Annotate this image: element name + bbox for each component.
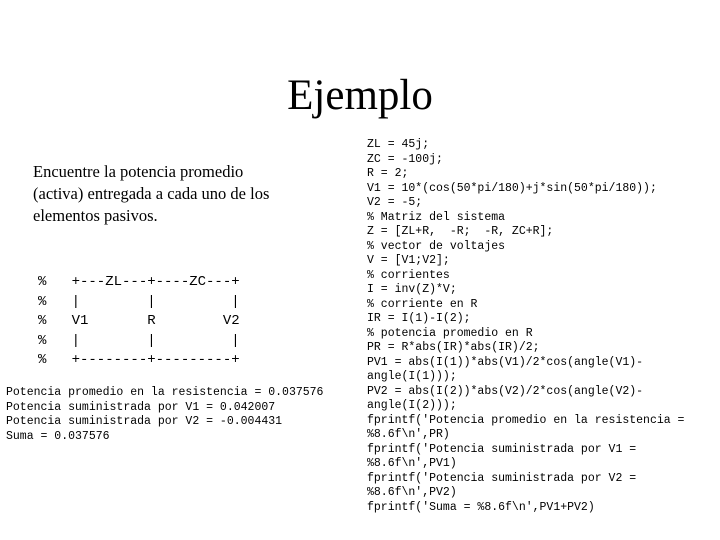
problem-line: (activa) entregada a cada uno de los <box>33 184 270 203</box>
circuit-line: % +--------+---------+ <box>38 352 240 368</box>
problem-line: Encuentre la potencia promedio <box>33 162 244 181</box>
code-line: % Matriz del sistema <box>367 210 506 224</box>
code-line: fprintf('Potencia promedio en la resistencia = <box>367 413 685 427</box>
circuit-line: % | | | <box>38 332 240 349</box>
circuit-line: % +---ZL---+----ZC---+ <box>38 274 240 290</box>
code-line: fprintf('Potencia suministrada por V2 = <box>367 471 637 485</box>
code-line: angle(I(1))); <box>367 370 457 383</box>
circuit-ascii-diagram <box>38 273 240 371</box>
output-line: Potencia suministrada por V1 = 0.042007 <box>6 400 276 414</box>
code-line: PV1 = abs(I(1))*abs(V1)/2*cos(angle(V1)- <box>367 355 644 369</box>
code-line: %8.6f\n',PR) <box>367 428 450 441</box>
code-line: ZL = 45j; <box>367 138 430 151</box>
slide-title: Ejemplo <box>287 72 433 119</box>
code-line: ZC = -100j; <box>367 152 443 166</box>
output-line: Potencia suministrada por V2 = -0.004431 <box>6 415 283 429</box>
code-line: %8.6f\n',PV1) <box>367 457 457 470</box>
code-line: % vector de voltajes <box>367 239 506 253</box>
code-line: fprintf('Potencia suministrada por V1 = <box>367 442 637 456</box>
code-line: V1 = 10*(cos(50*pi/180)+j*sin(50*pi/180)); <box>367 181 657 195</box>
code-line: PR = R*abs(IR)*abs(IR)/2; <box>367 341 540 354</box>
code-line: % corrientes <box>367 268 450 282</box>
code-line: V = [V1;V2]; <box>367 254 450 267</box>
code-line: R = 2; <box>367 167 409 180</box>
code-line: fprintf('Suma = %8.6f\n',PV1+PV2) <box>367 500 595 514</box>
code-line: I = inv(Z)*V; <box>367 283 457 296</box>
code-line: % corriente en R <box>367 297 478 311</box>
code-line: V2 = -5; <box>367 196 423 209</box>
code-line: % potencia promedio en R <box>367 326 533 340</box>
output-line: Potencia promedio en la resistencia = 0.037576 <box>6 386 324 399</box>
code-line: Z = [ZL+R, -R; -R, ZC+R]; <box>367 225 554 238</box>
circuit-line: % V1 R V2 <box>38 313 240 329</box>
problem-statement <box>33 161 323 227</box>
circuit-line: % | | | <box>38 293 240 310</box>
problem-line: elementos pasivos. <box>33 206 158 225</box>
code-line: PV2 = abs(I(2))*abs(V2)/2*cos(angle(V2)- <box>367 384 644 398</box>
program-output <box>6 386 323 444</box>
output-line: Suma = 0.037576 <box>6 429 110 443</box>
code-line: IR = I(1)-I(2); <box>367 312 471 325</box>
code-line: angle(I(2))); <box>367 399 457 412</box>
code-line: %8.6f\n',PV2) <box>367 486 457 499</box>
matlab-code-listing <box>367 138 717 515</box>
